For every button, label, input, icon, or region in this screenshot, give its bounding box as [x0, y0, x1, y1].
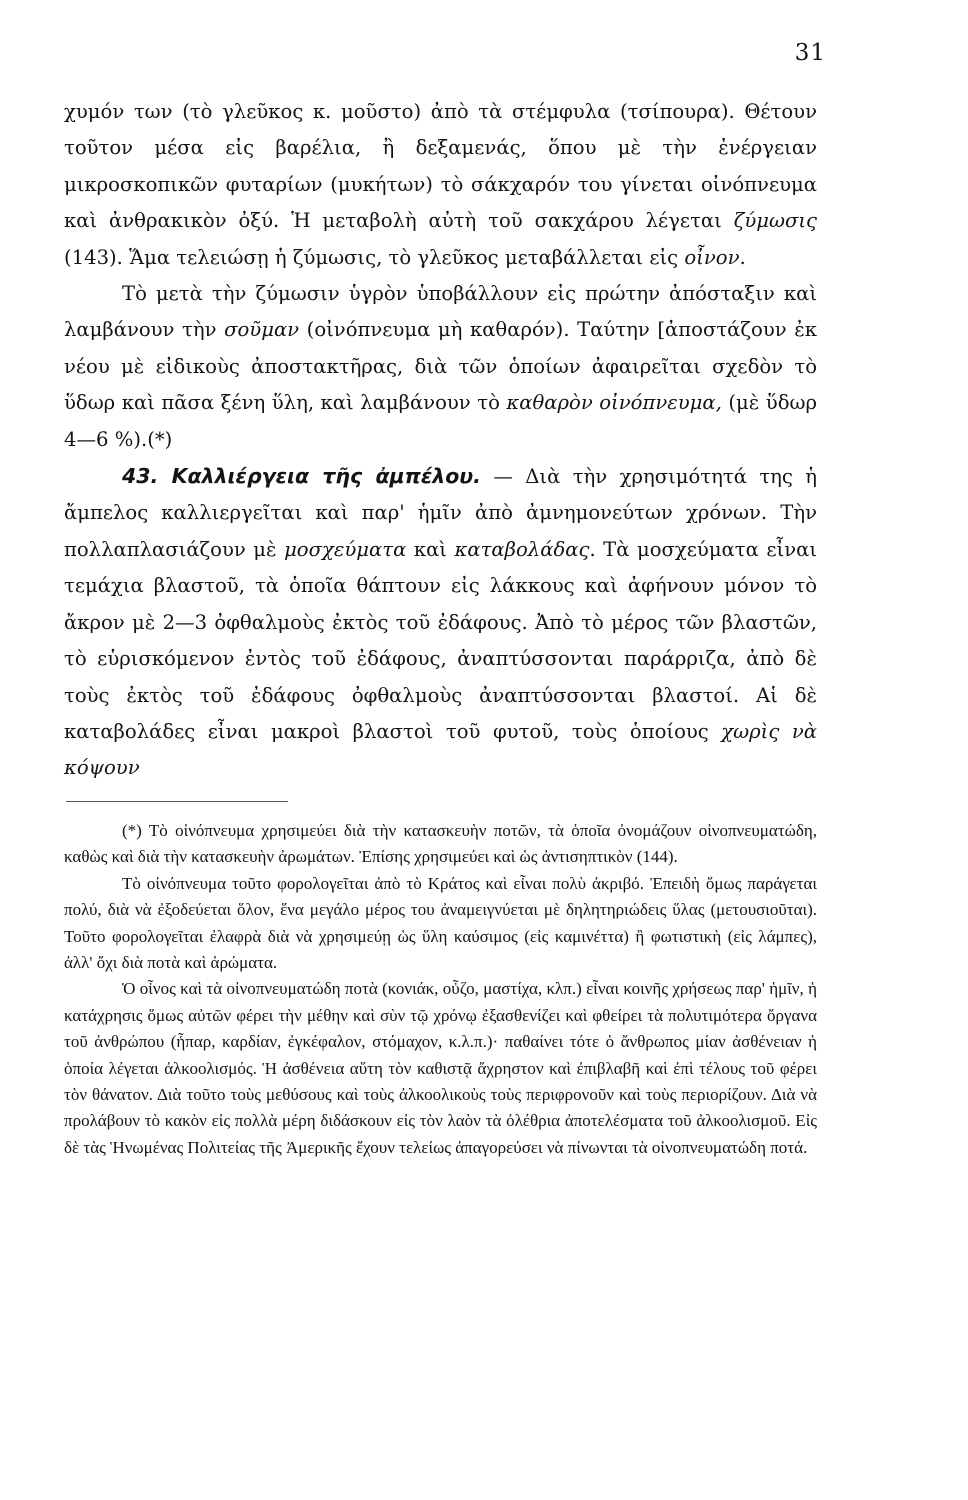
term-spirits: οἰνοπνευματώδη,: [698, 821, 817, 840]
term-without-cutting: χωρὶς νὰ κόψουν: [64, 719, 817, 780]
footnote-paragraph-tax: Τὸ οἰνόπνευμα τοῦτο φορολογεῖται ἀπὸ τὸ Κράτος καὶ εἶναι πολὺ ἀκριβό. Ἐπειδὴ ὅμως παράγεται πολύ, διὰ νὰ ἐξοδεύεται ὅλον, ἕνα μεγάλο μέρος του ἀναμειγνύεται μὲ δηλητηριώδεις ὕλας (μετουσιοῦται). Τοῦτο φορολογεῖται ἐλαφρὰ διὰ νὰ χρησιμεύῃ ὡς ὕλη καύσιμος (εἰς καμινέττα) ἢ φωτιστικὴ (εἰς λάμπες), ἀλλ' ὄχι διὰ ποτὰ καὶ ἀρώματα.: [64, 873, 817, 973]
term-pure-alcohol: καθαρὸν οἰνόπνευμα,: [506, 391, 722, 415]
term-souma: σοῦμαν: [224, 318, 300, 342]
paragraph-vine-cultivation: 43. Καλλιέργεια τῆς ἀμπέλου. — Διὰ τὴν χρησιμότητά της ἡ ἄμπελος καλλιεργεῖται καὶ παρ' ἡμῖν ἀπὸ ἀμνημονεύτων χρόνων. Τὴν πολλαπλασιάζουν μὲ μοσχεύματα καὶ καταβολάδας. Τὰ μοσχεύματα εἶναι τεμάχια βλαστοῦ, τὰ ὁποῖα θάπτουν εἰς λάκκους καὶ ἀφήνουν μόνον τὸ ἄκρον μὲ 2—3 ὀφθαλμοὺς ἐκτὸς τοῦ ἐδάφους. Ἀπὸ τὸ μέρος τῶν βλαστῶν, τὸ εὑρισκόμενον ἐντὸς τοῦ ἐδάφους, ἀναπτύσσονται παράρριζα, ἀπὸ δὲ τοὺς ἐκτὸς τοῦ ἐδάφους ὀφθαλμοὺς ἀναπτύσσονται βλαστοί. Αἱ δὲ καταβολάδες εἶναι μακροὶ βλαστοὶ τοῦ φυτοῦ, τοὺς ὁποίους χωρὶς νὰ κόψουν: [64, 464, 818, 780]
footnote-paragraph-uses: (*) Τὸ οἰνόπνευμα χρησιμεύει διὰ τὴν κατασκευὴν ποτῶν, τὰ ὁποῖα ὀνομάζουν οἰνοπνευματώδη, καθὼς καὶ διὰ τὴν κατασκευὴν ἀρωμάτων. Ἐπίσης χρησιμεύει καὶ ὡς ἀντισηπτικὸν (144).: [64, 821, 817, 867]
term-oinos: οἶνον: [684, 245, 740, 269]
section-heading: [122, 464, 481, 488]
footnote: [64, 818, 817, 1161]
section-title: Καλλιέργεια τῆς ἀμπέλου.: [171, 464, 481, 489]
term-cuttings: μοσχεύματα: [284, 537, 407, 561]
section-number: 43.: [122, 464, 159, 489]
term-drunkenness: μέθην: [306, 1005, 348, 1025]
page-number: 31: [794, 40, 826, 66]
term-alcoholism: ἀλκοολισμός: [164, 1058, 253, 1078]
term-layers: καταβολάδας: [454, 537, 590, 561]
footnote-separator: [66, 801, 288, 802]
term-zymosis: ζύμωσις: [733, 209, 817, 233]
paragraph-distillation: Τὸ μετὰ τὴν ζύμωσιν ὑγρὸν ὑποβάλλουν εἰς πρώτην ἀπόσταξιν καὶ λαμβάνουν τὴν σοῦμαν (οἰνόπνευμα μὴ καθαρόν). Ταύτην [ἀποστάζουν ἐκ νέου μὲ εἰδικοὺς ἀποστακτῆρας, διὰ τῶν ὁποίων ἀφαιρεῖται σχεδὸν τὸ ὕδωρ καὶ πᾶσα ξένη ὕλη, καὶ λαμβάνουν τὸ καθαρὸν οἰνόπνευμα, (μὲ ὕδωρ 4—6 %).(*): [64, 282, 818, 451]
main-text: [64, 94, 817, 787]
footnote-paragraph-alcoholism: Ὁ οἶνος καὶ τὰ οἰνοπνευματώδη ποτὰ (κονιάκ, οὖζο, μαστίχα, κλπ.) εἶναι κοινῆς χρήσεως παρ' ἡμῖν, ἡ κατάχρησις ὅμως αὐτῶν φέρει τὴν μέθην καὶ σὺν τῷ χρόνῳ ἐξασθενίζει καὶ φθείρει τὰ πολυτιμότερα ὄργανα τοῦ ἀνθρώπου (ἧπαρ, καρδίαν, ἐγκέφαλον, στόμαχον, κ.λ.π.)· παθαίνει τότε ὁ ἄνθρωπος μίαν ἀσθένειαν ἡ ὁποία λέγεται ἀλκοολισμός. Ἡ ἀσθένεια αὕτη τὸν καθιστᾷ ἄχρηστον καὶ ἐπιβλαβῆ καὶ ἐπὶ τέλους τοῦ φέρει τὸν θάνατον. Διὰ τοῦτο τοὺς μεθύσους καὶ τοὺς ἀλκοολικοὺς τοὺς περιφρονοῦν καὶ τοὺς περιορίζουν. Διὰ νὰ προλάβουν τὸ κακὸν εἰς πολλὰ μέρη διδάσκουν εἰς τὸν λαὸν τὰ ὀλέθρια ἀποτελέσματα τοῦ ἀλκοολισμοῦ. Εἰς δὲ τὰς Ἡνωμένας Πολιτείας τῆς Ἀμερικῆς ἔχουν τελείως ἀπαγορεύσει νὰ πίνωνται τὰ οἰνοπνευματώδη ποτά.: [64, 979, 817, 1157]
paragraph-fermentation: χυμόν των (τὸ γλεῦκος κ. μοῦστο) ἀπὸ τὰ στέμφυλα (τσίπουρα). Θέτουν τοῦτον μέσα εἰς βαρέλια, ἢ δεξαμενάς, ὅπου μὲ τὴν ἐνέργειαν μικροσκοπικῶν φυταρίων (μυκήτων) τὸ σάκχαρόν του γίνεται οἰνόπνευμα καὶ ἀνθρακικὸν ὀξύ. Ἡ μεταβολὴ αὐτὴ τοῦ σακχάρου λέγεται ζύμωσις (143). Ἅμα τελειώσῃ ἡ ζύμωσις, τὸ γλεῦκος μεταβάλλεται εἰς οἶνον.: [64, 100, 817, 269]
term-antiseptic: ἀντισηπτικὸν: [541, 847, 633, 867]
